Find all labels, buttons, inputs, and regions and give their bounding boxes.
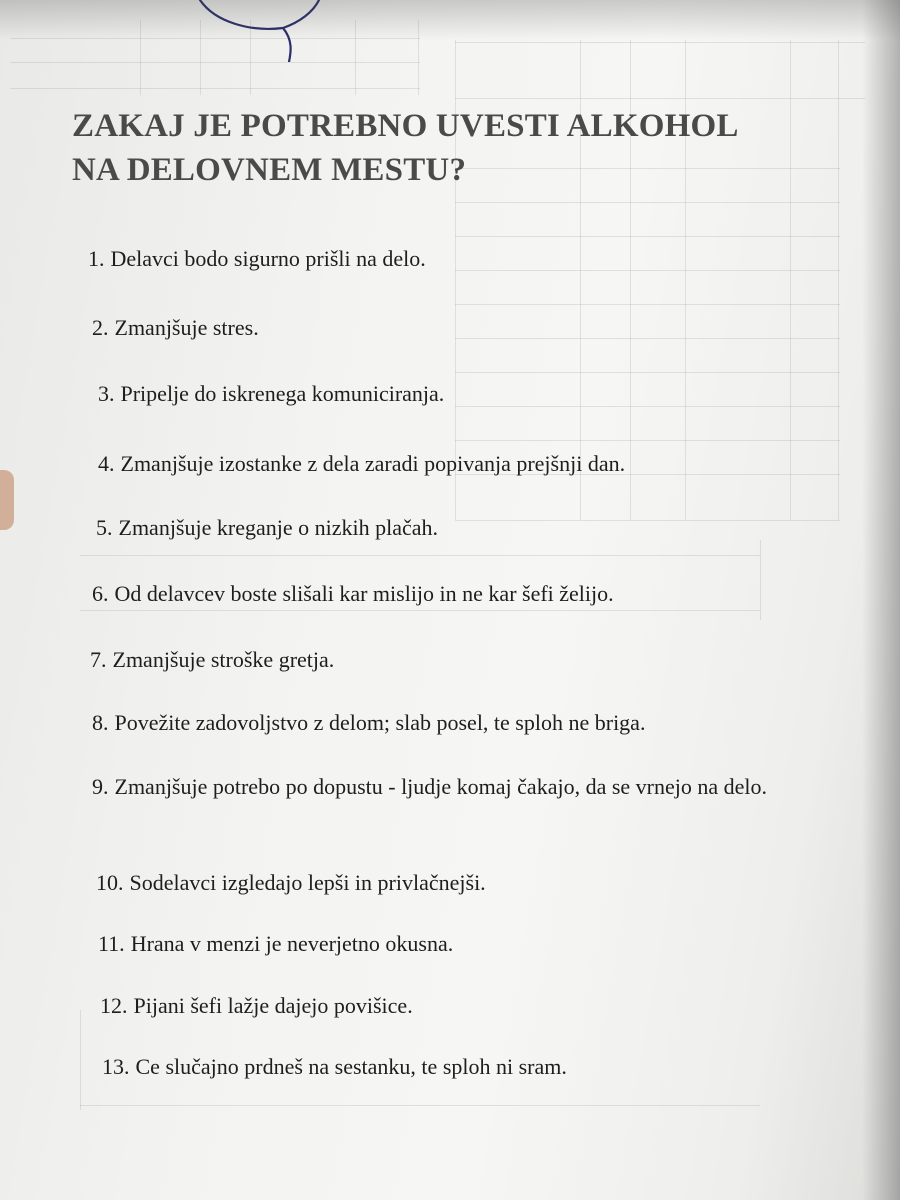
item-text: Hrana v menzi je neverjetno okusna.	[130, 931, 454, 956]
item-number: 8.	[92, 710, 109, 735]
item-text: Ce slučajno prdneš na sestanku, te sploh ni sram.	[135, 1054, 567, 1079]
item-number: 12.	[100, 993, 128, 1018]
list-item	[90, 643, 334, 677]
item-number: 1.	[88, 246, 105, 271]
item-text: Zmanjšuje stroške gretja.	[112, 647, 335, 672]
list-item	[98, 927, 453, 961]
list-item	[92, 577, 614, 611]
list-item	[92, 311, 259, 345]
list-item	[96, 866, 486, 900]
list-item	[88, 242, 426, 276]
item-text: Pripelje do iskrenega komuniciranja.	[120, 381, 445, 406]
item-number: 6.	[92, 581, 109, 606]
item-text: Pijani šefi lažje dajejo povišice.	[133, 993, 413, 1018]
list-item	[98, 377, 444, 411]
top-shadow	[0, 0, 900, 40]
item-number: 5.	[96, 515, 113, 540]
item-number: 4.	[98, 451, 115, 476]
right-shadow	[862, 0, 900, 1200]
list-item	[92, 706, 645, 740]
title-line-2: NA DELOVNEM MESTU?	[72, 152, 467, 188]
item-text: Zmanjšuje stres.	[114, 315, 259, 340]
item-number: 7.	[90, 647, 107, 672]
list-item	[102, 1050, 567, 1084]
title-line-1: ZAKAJ JE POTREBNO UVESTI ALKOHOL	[72, 108, 739, 144]
item-text: Od delavcev boste slišali kar mislijo in ne kar šefi želijo.	[114, 581, 614, 606]
item-number: 9.	[92, 774, 109, 799]
item-text: Zmanjšuje izostanke z dela zaradi popivanja prejšnji dan.	[120, 451, 626, 476]
item-number: 13.	[102, 1054, 130, 1079]
item-number: 3.	[98, 381, 115, 406]
item-text: Delavci bodo sigurno prišli na delo.	[110, 246, 426, 271]
list-item	[98, 447, 625, 481]
item-number: 2.	[92, 315, 109, 340]
item-text: Povežite zadovoljstvo z delom; slab posel, te sploh ne briga.	[114, 710, 646, 735]
list-item	[92, 770, 792, 804]
item-text: Zmanjšuje kreganje o nizkih plačah.	[118, 515, 438, 540]
item-text: Zmanjšuje potrebo po dopustu - ljudje komaj čakajo, da se vrnejo na delo.	[114, 774, 768, 799]
item-number: 11.	[98, 931, 125, 956]
item-number: 10.	[96, 870, 124, 895]
item-text: Sodelavci izgledajo lepši in privlačnejši.	[129, 870, 486, 895]
list-item	[96, 511, 438, 545]
list-item	[100, 989, 413, 1023]
